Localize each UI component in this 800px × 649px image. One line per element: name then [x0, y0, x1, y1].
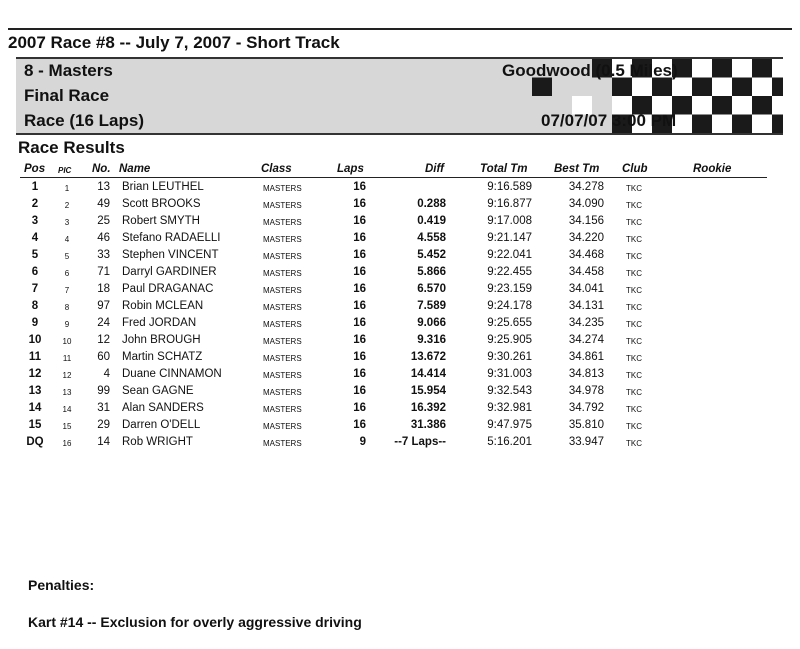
diff-cell: 7.589 [417, 300, 446, 312]
class-cell: MASTERS [263, 218, 302, 227]
pos-cell: 14 [28, 402, 42, 414]
venue: Goodwood (0.5 Miles) [502, 61, 678, 80]
class-cell: MASTERS [263, 201, 302, 210]
best-time-cell: 34.235 [568, 317, 604, 329]
col-header-no: No. [92, 163, 111, 175]
pic-cell: 3 [64, 218, 70, 227]
table-row [0, 401, 800, 418]
laps-cell: 16 [353, 215, 366, 227]
class-cell: MASTERS [263, 235, 302, 244]
table-row [0, 384, 800, 401]
checker-square [752, 96, 772, 115]
total-time-cell: 9:23.159 [487, 283, 532, 295]
checker-square [712, 78, 732, 97]
kart-number-cell: 12 [97, 334, 110, 346]
kart-number-cell: 25 [97, 215, 110, 227]
club-cell: TKC [626, 303, 642, 312]
table-row [0, 435, 800, 452]
best-time-cell: 34.978 [568, 385, 604, 397]
diff-cell: 5.452 [417, 249, 446, 261]
pic-cell: 6 [64, 269, 70, 278]
class-cell: MASTERS [263, 371, 302, 380]
driver-name-cell: John BROUGH [122, 334, 201, 346]
club-cell: TKC [626, 439, 642, 448]
laps-cell: 16 [353, 266, 366, 278]
checker-square [752, 115, 772, 134]
checker-square [772, 59, 783, 78]
best-time-cell: 34.861 [568, 351, 604, 363]
diff-cell: 13.672 [410, 351, 446, 363]
best-time-cell: 34.813 [568, 368, 604, 380]
pos-cell: 13 [28, 385, 42, 397]
total-time-cell: 9:32.981 [487, 402, 532, 414]
table-row [0, 248, 800, 265]
diff-cell: 0.288 [417, 198, 446, 210]
kart-number-cell: 24 [97, 317, 110, 329]
class-cell: MASTERS [263, 439, 302, 448]
class-cell: MASTERS [263, 269, 302, 278]
driver-name-cell: Darryl GARDINER [122, 266, 217, 278]
table-row [0, 282, 800, 299]
club-cell: TKC [626, 201, 642, 210]
diff-cell: 9.316 [417, 334, 446, 346]
laps-cell: 16 [353, 402, 366, 414]
results-heading: Race Results [18, 138, 125, 157]
checker-square [692, 59, 712, 78]
pic-cell: 12 [62, 371, 72, 380]
laps-cell: 16 [353, 232, 366, 244]
driver-name-cell: Sean GAGNE [122, 385, 194, 397]
checker-square [732, 96, 752, 115]
penalties-title: Penalties: [28, 577, 95, 593]
race-type: Final Race [24, 86, 110, 105]
table-row [0, 350, 800, 367]
class-cell: MASTERS [263, 405, 302, 414]
class-cell: MASTERS [263, 303, 302, 312]
diff-cell: 15.954 [410, 385, 446, 397]
driver-name-cell: Fred JORDAN [122, 317, 197, 329]
laps-cell: 16 [353, 317, 366, 329]
checker-square [692, 115, 712, 134]
pos-cell: 2 [31, 198, 39, 210]
kart-number-cell: 71 [97, 266, 110, 278]
class-cell: MASTERS [263, 422, 302, 431]
best-time-cell: 34.274 [568, 334, 604, 346]
diff-cell: 0.419 [417, 215, 446, 227]
best-time-cell: 34.792 [568, 402, 604, 414]
best-time-cell: 34.278 [568, 181, 604, 193]
pic-cell: 13 [62, 388, 72, 397]
total-time-cell: 9:25.905 [487, 334, 532, 346]
club-cell: TKC [626, 218, 642, 227]
club-cell: TKC [626, 235, 642, 244]
table-row [0, 214, 800, 231]
pic-cell: 11 [62, 354, 72, 363]
best-time-cell: 34.220 [568, 232, 604, 244]
total-time-cell: 9:16.877 [487, 198, 532, 210]
class-cell: MASTERS [263, 252, 302, 261]
total-time-cell: 9:47.975 [487, 419, 532, 431]
pic-cell: 8 [64, 303, 70, 312]
club-cell: TKC [626, 252, 642, 261]
kart-number-cell: 4 [103, 368, 110, 380]
table-row [0, 180, 800, 197]
driver-name-cell: Rob WRIGHT [122, 436, 193, 448]
diff-cell: 16.392 [410, 402, 446, 414]
driver-name-cell: Robert SMYTH [122, 215, 200, 227]
laps-cell: 16 [353, 368, 366, 380]
pic-cell: 5 [64, 252, 70, 261]
header-rule [20, 177, 767, 178]
col-header-diff: Diff [425, 163, 444, 175]
pos-cell: 11 [28, 351, 42, 363]
best-time-cell: 34.156 [568, 215, 604, 227]
pic-cell: 9 [64, 320, 70, 329]
driver-name-cell: Alan SANDERS [122, 402, 204, 414]
table-row [0, 333, 800, 350]
laps-cell: 16 [353, 385, 366, 397]
pos-cell: 8 [31, 300, 39, 312]
pos-cell: 6 [31, 266, 39, 278]
class-cell: MASTERS [263, 337, 302, 346]
checker-square [752, 59, 772, 78]
checker-square [772, 78, 783, 97]
table-row [0, 418, 800, 435]
pos-cell: 4 [31, 232, 39, 244]
penalty-text: Kart #14 -- Exclusion for overly aggressive driving [28, 614, 362, 630]
laps-cell: 16 [353, 249, 366, 261]
laps-cell: 16 [353, 334, 366, 346]
race-header-box [16, 57, 783, 135]
diff-cell: 14.414 [410, 368, 446, 380]
pic-cell: 1 [64, 184, 70, 193]
col-header-best: Best Tm [554, 163, 600, 175]
pic-cell: 15 [62, 422, 72, 431]
best-time-cell: 34.090 [568, 198, 604, 210]
pos-cell: 15 [28, 419, 42, 431]
driver-name-cell: Darren O'DELL [122, 419, 201, 431]
checker-square [712, 96, 732, 115]
total-time-cell: 9:30.261 [487, 351, 532, 363]
total-time-cell: 9:21.147 [487, 232, 532, 244]
top-rule [8, 28, 792, 30]
checker-square [732, 115, 752, 134]
col-header-laps: Laps [337, 163, 364, 175]
kart-number-cell: 18 [97, 283, 110, 295]
pos-cell: 10 [28, 334, 42, 346]
club-cell: TKC [626, 337, 642, 346]
diff-cell: 4.558 [417, 232, 446, 244]
total-time-cell: 5:16.201 [487, 436, 532, 448]
kart-number-cell: 13 [97, 181, 110, 193]
kart-number-cell: 60 [97, 351, 110, 363]
checker-square [752, 78, 772, 97]
club-cell: TKC [626, 422, 642, 431]
pos-cell: 1 [31, 181, 39, 193]
total-time-cell: 9:22.041 [487, 249, 532, 261]
total-time-cell: 9:32.543 [487, 385, 532, 397]
col-header-pic: PIC [58, 166, 72, 175]
checker-square [732, 59, 752, 78]
pic-cell: 7 [64, 286, 70, 295]
pos-cell: DQ [26, 436, 44, 448]
table-row [0, 316, 800, 333]
club-cell: TKC [626, 388, 642, 397]
checker-square [712, 115, 732, 134]
kart-number-cell: 46 [97, 232, 110, 244]
pos-cell: 7 [31, 283, 39, 295]
checker-square [772, 115, 783, 134]
best-time-cell: 33.947 [568, 436, 604, 448]
col-header-pos: Pos [24, 163, 46, 175]
diff-cell: 31.386 [410, 419, 446, 431]
diff-cell: 5.866 [417, 266, 446, 278]
table-row [0, 299, 800, 316]
driver-name-cell: Brian LEUTHEL [122, 181, 204, 193]
best-time-cell: 35.810 [568, 419, 604, 431]
kart-number-cell: 14 [97, 436, 110, 448]
kart-number-cell: 99 [97, 385, 110, 397]
col-header-class: Class [261, 163, 292, 175]
best-time-cell: 34.468 [568, 249, 604, 261]
pos-cell: 5 [31, 249, 39, 261]
driver-name-cell: Scott BROOKS [122, 198, 201, 210]
kart-number-cell: 49 [97, 198, 110, 210]
club-cell: TKC [626, 184, 642, 193]
table-row [0, 231, 800, 248]
total-time-cell: 9:25.655 [487, 317, 532, 329]
class-cell: MASTERS [263, 388, 302, 397]
class-line: 8 - Masters [24, 61, 113, 80]
best-time-cell: 34.458 [568, 266, 604, 278]
pos-cell: 12 [28, 368, 42, 380]
laps-cell: 16 [353, 300, 366, 312]
club-cell: TKC [626, 320, 642, 329]
laps-cell: 9 [359, 436, 366, 448]
diff-cell: 9.066 [417, 317, 446, 329]
club-cell: TKC [626, 354, 642, 363]
laps-cell: 16 [353, 198, 366, 210]
driver-name-cell: Paul DRAGANAC [122, 283, 214, 295]
driver-name-cell: Robin MCLEAN [122, 300, 204, 312]
col-header-club: Club [622, 163, 648, 175]
kart-number-cell: 31 [97, 402, 110, 414]
diff-cell: 6.570 [417, 283, 446, 295]
laps-cell: 16 [353, 283, 366, 295]
class-cell: MASTERS [263, 354, 302, 363]
pic-cell: 10 [62, 337, 72, 346]
race-laps: Race (16 Laps) [24, 111, 144, 130]
total-time-cell: 9:22.455 [487, 266, 532, 278]
pic-cell: 4 [64, 235, 70, 244]
club-cell: TKC [626, 371, 642, 380]
checker-square [772, 96, 783, 115]
total-time-cell: 9:17.008 [487, 215, 532, 227]
total-time-cell: 9:31.003 [487, 368, 532, 380]
driver-name-cell: Martin SCHATZ [122, 351, 203, 363]
pic-cell: 14 [62, 405, 72, 414]
kart-number-cell: 29 [97, 419, 110, 431]
club-cell: TKC [626, 405, 642, 414]
kart-number-cell: 33 [97, 249, 110, 261]
kart-number-cell: 97 [97, 300, 110, 312]
checker-square [732, 78, 752, 97]
checker-square [692, 78, 712, 97]
table-row [0, 367, 800, 384]
driver-name-cell: Stefano RADAELLI [122, 232, 221, 244]
table-row [0, 197, 800, 214]
date-time: 07/07/07 3:00 PM [541, 111, 677, 130]
driver-name-cell: Stephen VINCENT [122, 249, 219, 261]
col-header-rookie: Rookie [693, 163, 732, 175]
class-cell: MASTERS [263, 286, 302, 295]
club-cell: TKC [626, 286, 642, 295]
laps-cell: 16 [353, 351, 366, 363]
driver-name-cell: Duane CINNAMON [122, 368, 222, 380]
col-header-name: Name [119, 163, 151, 175]
pic-cell: 16 [62, 439, 72, 448]
race-title: 2007 Race #8 -- July 7, 2007 - Short Track [8, 33, 340, 52]
checker-square [692, 96, 712, 115]
pos-cell: 9 [31, 317, 39, 329]
class-cell: MASTERS [263, 320, 302, 329]
total-time-cell: 9:24.178 [487, 300, 532, 312]
checker-square [712, 59, 732, 78]
best-time-cell: 34.041 [568, 283, 604, 295]
diff-cell: --7 Laps-- [394, 436, 446, 448]
pos-cell: 3 [31, 215, 39, 227]
best-time-cell: 34.131 [568, 300, 604, 312]
class-cell: MASTERS [263, 184, 302, 193]
pic-cell: 2 [64, 201, 70, 210]
col-header-total: Total Tm [480, 163, 528, 175]
table-row [0, 265, 800, 282]
club-cell: TKC [626, 269, 642, 278]
total-time-cell: 9:16.589 [487, 181, 532, 193]
laps-cell: 16 [353, 181, 366, 193]
laps-cell: 16 [353, 419, 366, 431]
